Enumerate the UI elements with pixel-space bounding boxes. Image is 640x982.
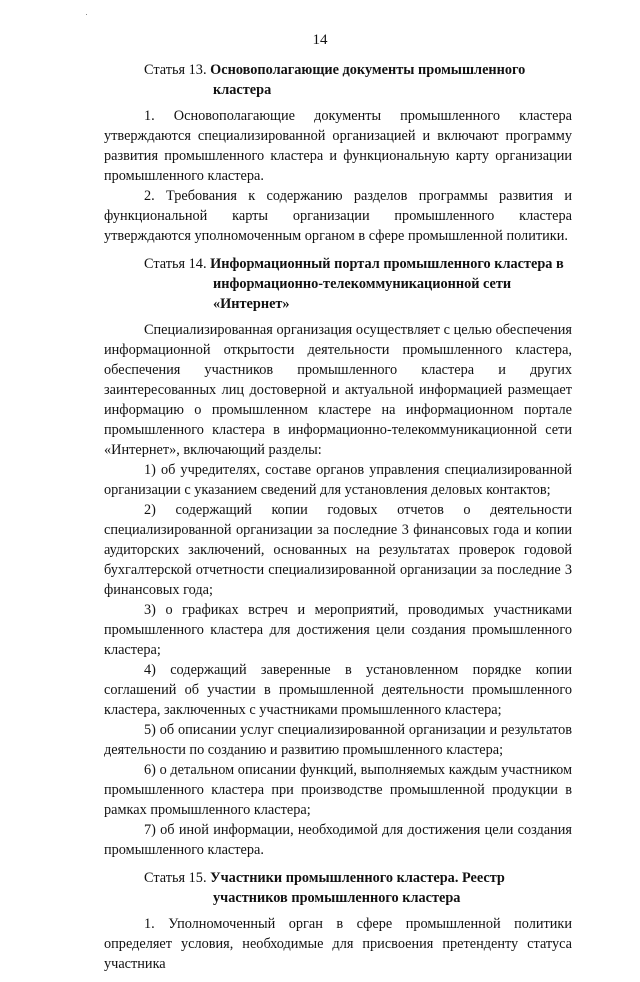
article-15-heading-line1 bbox=[144, 868, 572, 888]
article-13-heading bbox=[104, 60, 572, 100]
article-15-paragraph-1: 1. Уполномоченный орган в сфере промышленной политики определяет условия, необходимые для присвоения претенденту статуса участника bbox=[104, 916, 572, 972]
article-14-item-1: 1) об учредителях, составе органов управления специализированной организации с указанием сведений для установления деловых контактов; bbox=[104, 462, 572, 498]
article-14-title-line1: Информационный портал промышленного кластера в bbox=[210, 256, 564, 272]
article-13-title-line1: Основополагающие документы промышленного bbox=[210, 62, 526, 78]
article-14-heading bbox=[104, 254, 572, 314]
article-15-heading bbox=[104, 868, 572, 908]
article-13-heading-line1 bbox=[144, 60, 572, 80]
article-13 bbox=[104, 60, 572, 246]
article-13-paragraph-1: 1. Основополагающие документы промышленного кластера утверждаются специализированной организацией и включают программу развития промышленного кластера и функциональную карту организации промышленного кластера. bbox=[104, 108, 572, 184]
article-13-paragraph-2: 2. Требования к содержанию разделов программы развития и функциональной карты организации промышленного кластера утверждаются уполномоченным органом в сфере промышленной политики. bbox=[104, 188, 572, 244]
article-15 bbox=[104, 868, 572, 974]
article-14-item-5: 5) об описании услуг специализированной организации и результатов деятельности по созданию и развитию промышленного кластера; bbox=[104, 722, 572, 758]
article-14-label: Статья 14. bbox=[144, 256, 207, 272]
article-14 bbox=[104, 254, 572, 860]
article-14-item-3: 3) о графиках встреч и мероприятий, проводимых участниками промышленного кластера для достижения цели создания промышленного кластера; bbox=[104, 602, 572, 658]
article-14-intro: Специализированная организация осуществляет с целью обеспечения информационной открытости деятельности промышленного кластера, обеспечения участников промышленного кластера и других заинтересованных лиц достоверной и актуальной информацией размещает информацию о промышленном кластере на информационном портале промышленного кластера в информационно-телекоммуникационной сети «Интернет», включающий разделы: bbox=[104, 322, 572, 458]
article-15-label: Статья 15. bbox=[144, 870, 207, 886]
article-13-label: Статья 13. bbox=[144, 62, 207, 78]
article-14-title-line3: «Интернет» bbox=[213, 296, 290, 312]
article-14-title-line2: информационно-телекоммуникационной сети bbox=[213, 276, 512, 292]
scan-mark bbox=[86, 14, 87, 15]
page-number: 14 bbox=[312, 32, 328, 48]
article-14-item-2: 2) содержащий копии годовых отчетов о деятельности специализированной организации за последние 3 финансовых года и копии аудиторских заключений, основанных на результатах проверок годовой бухгалтерской отчетности специализированной организации за последние 3 финансовых года; bbox=[104, 502, 572, 598]
article-13-title-line2: кластера bbox=[213, 82, 272, 98]
article-14-item-6: 6) о детальном описании функций, выполняемых каждым участником промышленного кластера при производстве промышленной продукции в рамках промышленного кластера; bbox=[104, 762, 572, 818]
document-body bbox=[104, 60, 572, 982]
article-14-item-4: 4) содержащий заверенные в установленном порядке копии соглашений об участии в промышленной деятельности промышленного кластера, заключенных с участниками промышленного кластера; bbox=[104, 662, 572, 718]
article-15-title-line2: участников промышленного кластера bbox=[213, 890, 461, 906]
article-15-title-line1: Участники промышленного кластера. Реестр bbox=[210, 870, 505, 886]
article-14-item-7: 7) об иной информации, необходимой для достижения цели создания промышленного кластера. bbox=[104, 822, 572, 858]
article-14-heading-line1 bbox=[144, 254, 572, 274]
